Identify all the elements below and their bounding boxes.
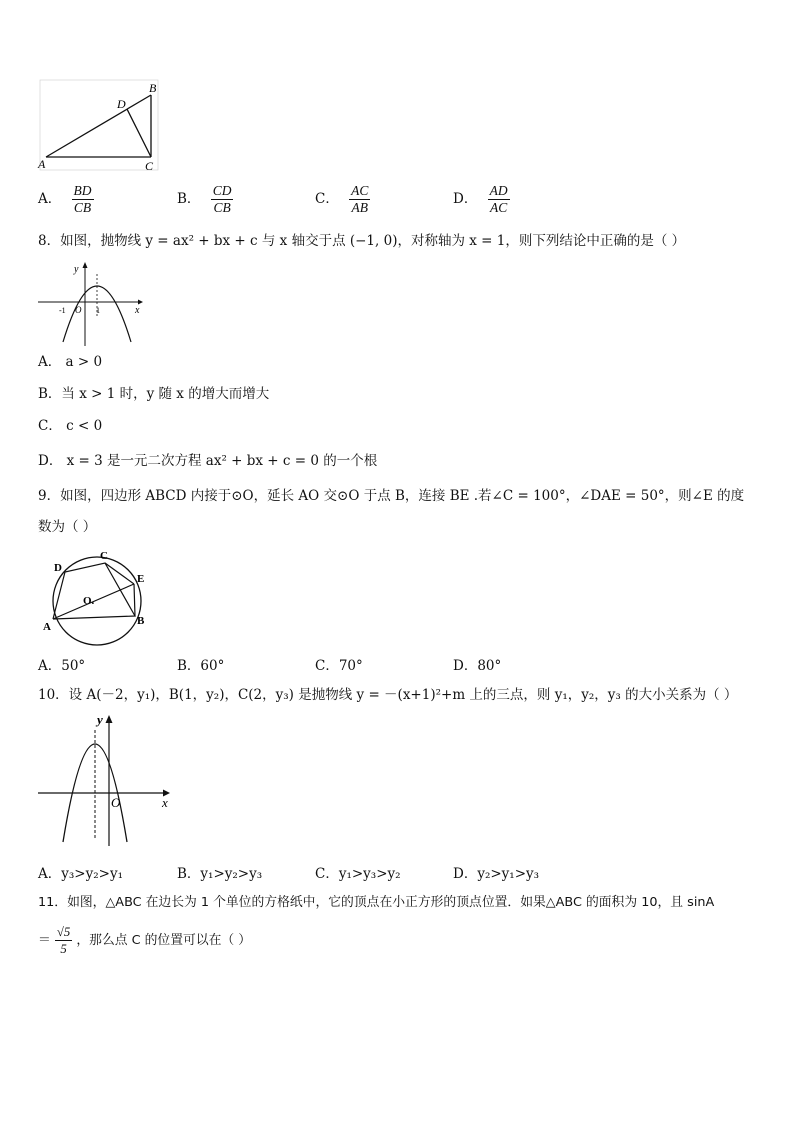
segment-cd (127, 109, 151, 157)
q9-option-b[interactable]: B．60° (177, 658, 225, 674)
q8-parabola-graph (36, 260, 146, 350)
x-label: x (135, 305, 140, 316)
tick-neg1: -1 (59, 306, 66, 315)
q9-stem-line1: 9．如图，四边形 ABCD 内接于⊙O，延长 AO 交⊙O 于点 B，连接 BE .若∠C = 100°，∠DAE = 50°，则∠E 的度 (38, 488, 745, 504)
q10-option-b[interactable]: B．y₁>y₂>y₃ (177, 866, 263, 882)
q7-option-c[interactable]: C． $\frac{AC}{AB}$ (315, 183, 369, 215)
y-label: y (74, 264, 79, 275)
q11-stem-line1: 11．如图，△ABC 在边长为 1 个单位的方格纸中，它的顶点在小正方形的顶点位置．如果△ABC 的面积为 10，且 sinA (38, 895, 715, 910)
quadrilateral-abcd (53, 563, 135, 619)
y-label: y (97, 712, 103, 727)
y-axis-arrow-icon (106, 715, 113, 723)
segment-ce (105, 563, 134, 584)
label-e: E (137, 573, 145, 585)
label-c: C (145, 159, 154, 173)
q11-stem-line2: ＝ $\frac{√5}{5}$ ，那么点 C 的位置可以在（ ） (38, 925, 252, 956)
q10-option-d[interactable]: D．y₂>y₁>y₃ (453, 866, 540, 882)
tick-1: 1 (96, 306, 100, 315)
label-a: A (43, 621, 51, 633)
label-c: C (100, 550, 108, 562)
q9-option-d[interactable]: D．80° (453, 658, 502, 674)
q7-option-a[interactable]: A． $\frac{BD}{CB}$ (38, 183, 92, 215)
label-b: B (149, 81, 157, 95)
q9-option-a[interactable]: A．50° (38, 658, 86, 674)
q10-parabola-graph (36, 712, 176, 850)
circle-o (53, 557, 141, 645)
q8-option-a[interactable]: A． a > 0 (38, 354, 103, 370)
label-d: D (117, 97, 126, 111)
label-b: B (137, 615, 145, 627)
label-a: A (38, 157, 46, 171)
q7-option-b[interactable]: B． $\frac{CD}{CB}$ (177, 183, 232, 215)
origin-label: O (111, 795, 121, 810)
sin-fraction: $\frac{√5}{5}$ (56, 925, 71, 956)
y-axis-arrow-icon (83, 262, 88, 268)
q10-stem: 10．设 A(－2，y₁)，B(1，y₂)，C(2，y₃) 是抛物线 y = －(x+1)²+m 上的三点，则 y₁，y₂，y₃ 的大小关系为（ ） (38, 687, 738, 703)
origin-label: O (75, 305, 82, 315)
label-o: O. (83, 595, 95, 607)
q7-triangle-figure (34, 78, 164, 174)
q8-option-c[interactable]: C． c < 0 (38, 418, 103, 434)
q8-option-b[interactable]: B．当 x > 1 时，y 随 x 的增大而增大 (38, 386, 270, 402)
q9-stem-line2: 数为（ ） (38, 519, 97, 535)
q8-option-d[interactable]: D． x = 3 是一元二次方程 ax² + bx + c = 0 的一个根 (38, 453, 378, 469)
q9-option-c[interactable]: C．70° (315, 658, 363, 674)
x-label: x (162, 795, 168, 810)
q10-option-c[interactable]: C．y₁>y₃>y₂ (315, 866, 401, 882)
q10-option-a[interactable]: A．y₃>y₂>y₁ (38, 866, 123, 882)
q9-circle-figure (38, 548, 156, 654)
segment-be (134, 584, 135, 616)
label-d: D (54, 562, 62, 574)
x-axis-arrow-icon (138, 300, 143, 305)
q7-option-d[interactable]: D． $\frac{AD}{AC}$ (453, 183, 508, 215)
q8-stem: 8．如图，抛物线 y = ax² + bx + c 与 x 轴交于点 (−1, 0)，对称轴为 x = 1，则下列结论中正确的是（ ） (38, 233, 686, 249)
